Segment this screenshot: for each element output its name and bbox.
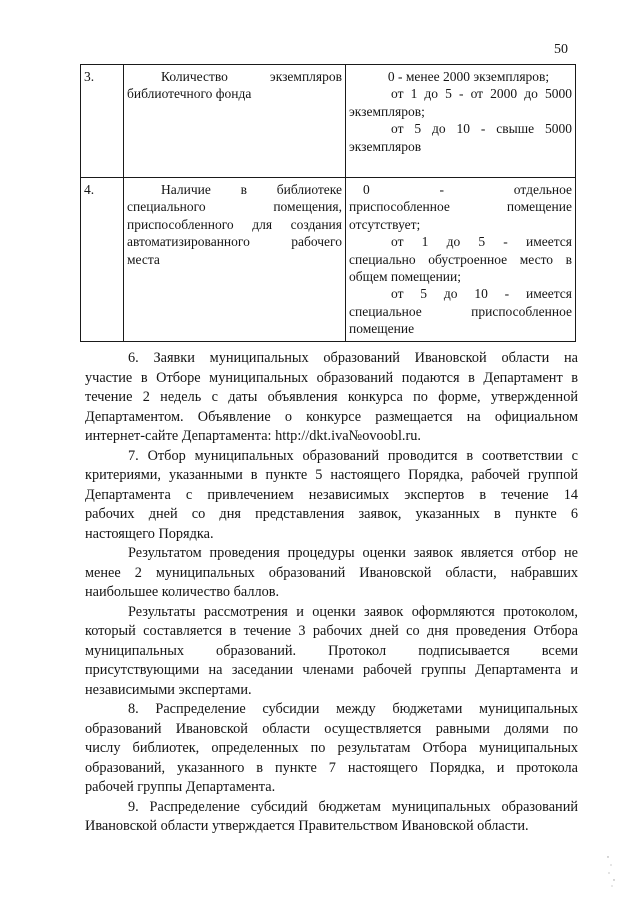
- scale-line: специально обустроенное место в: [349, 251, 572, 267]
- text-line: 8. Распределение субсидии между бюджетами муниципальных: [128, 701, 578, 717]
- table-row: [81, 65, 576, 178]
- paragraph-protocol: [85, 603, 578, 701]
- text-line: критериями, указанными в пункте 5 настоящего Порядка, рабочей группой: [85, 467, 578, 483]
- text-line: участие в Отборе муниципальных образований подаются в Департамент в: [85, 369, 578, 386]
- text-line: Результатом проведения процедуры оценки заявок является отбор не: [128, 545, 578, 561]
- text-line: течение 2 недель с даты объявления конкурса по форме, утвержденной: [85, 389, 578, 405]
- paragraph-result: [85, 544, 578, 603]
- text-line: интернет-сайте Департамента: http://dkt.iva№ovoobl.ru.: [85, 428, 421, 444]
- scale-line: приспособленное помещение: [349, 199, 572, 215]
- text-line: образований Ивановской области осуществляется равными долями по: [85, 720, 578, 737]
- paragraph-6: [85, 349, 578, 447]
- scale-line: общем помещении;: [349, 269, 461, 285]
- scale-line: 0 - менее 2000 экземпляров;: [387, 69, 550, 84]
- row-number: 3.: [81, 65, 124, 178]
- paragraph-9: [85, 798, 578, 837]
- scale-cell: [346, 65, 576, 178]
- scale-line: от 1 до 5 - имеется: [391, 234, 572, 250]
- text-line: Ивановской области утверждается Правительством Ивановской области.: [85, 818, 529, 834]
- table-row: [81, 178, 576, 342]
- text-line: который составляется в течение 3 рабочих дней со дня проведения Отбора: [85, 623, 578, 639]
- scale-line: специальное приспособленное: [349, 303, 572, 319]
- criterion-cell: [124, 65, 346, 178]
- scan-margin-marks: [602, 851, 622, 891]
- text-line: рабочей группы Департамента.: [85, 779, 276, 795]
- paragraph-8: [85, 700, 578, 798]
- criterion-line: места: [127, 251, 160, 267]
- text-line: рабочих дней со дня представления заявок, указанных в пункте 6: [85, 506, 578, 522]
- scale-line: помещение: [349, 321, 415, 337]
- text-line: Департаментом. Объявление о конкурсе размещается на официальном: [85, 408, 578, 425]
- criterion-line: Количество экземпляров: [161, 69, 342, 84]
- criterion-line: специального помещения,: [127, 199, 342, 215]
- criterion-cell: [124, 178, 346, 342]
- body-text: [85, 349, 578, 837]
- text-line: наибольшее количество баллов.: [85, 584, 280, 600]
- scale-line: отсутствует;: [349, 216, 421, 232]
- scale-cell: [346, 178, 576, 342]
- scale-line: экземпляров;: [349, 103, 425, 119]
- criterion-line: библиотечного фонда: [127, 86, 252, 102]
- text-line: Департамента с привлечением независимых экспертов в течение 14: [85, 486, 578, 503]
- paragraph-7: [85, 447, 578, 545]
- row-number: 4.: [81, 178, 124, 342]
- text-line: образований, указанного в пункте 7 настоящего Порядка, и протокола: [85, 759, 578, 776]
- criterion-line: Наличие в библиотеке: [161, 182, 342, 197]
- scale-line: от 1 до 5 - от 2000 до 5000: [391, 86, 572, 102]
- scale-line: 0 - отдельное: [363, 182, 572, 197]
- page-number: 50: [554, 42, 568, 57]
- text-line: числу библиотек, определенных по результатам Отбора муниципальных: [85, 740, 578, 756]
- text-line: присутствующими на заседании членами рабочей группы Департамента и: [85, 662, 578, 678]
- criteria-table: [80, 64, 576, 342]
- scale-line: экземпляров: [349, 138, 422, 154]
- text-line: Результаты рассмотрения и оценки заявок оформляются протоколом,: [128, 603, 578, 620]
- text-line: менее 2 муниципальных образований Ивановской области, набравших: [85, 564, 578, 581]
- text-line: независимыми экспертами.: [85, 681, 252, 698]
- text-line: муниципальных образований. Протокол подписывается всеми: [85, 642, 578, 659]
- scale-line: от 5 до 10 - свыше 5000: [391, 121, 572, 137]
- text-line: 6. Заявки муниципальных образований Ивановской области на: [128, 350, 578, 366]
- text-line: 9. Распределение субсидий бюджетам муниципальных образований: [128, 798, 578, 815]
- text-line: настоящего Порядка.: [85, 525, 214, 542]
- criterion-line: автоматизированного рабочего: [127, 234, 342, 250]
- scale-line: от 5 до 10 - имеется: [391, 286, 572, 302]
- text-line: 7. Отбор муниципальных образований проводится в соответствии с: [128, 447, 578, 464]
- criterion-line: приспособленного для создания: [127, 216, 342, 232]
